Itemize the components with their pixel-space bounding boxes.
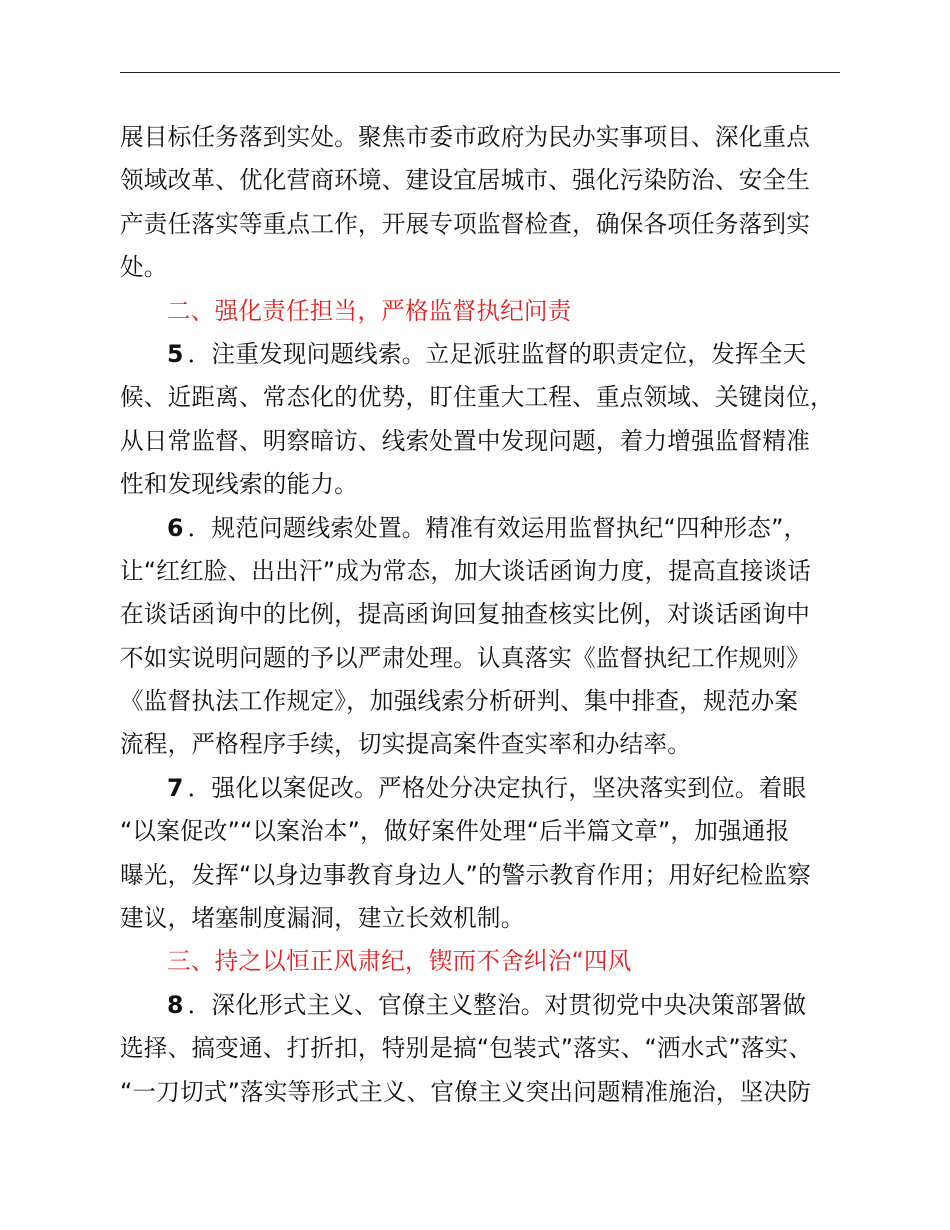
item-number: 6 <box>167 513 184 542</box>
numbered-paragraph-start <box>120 507 850 550</box>
text-line: 不如实说明问题的予以严肃处理。认真落实《监督执纪工作规则》 <box>120 643 811 672</box>
numbered-paragraph-start <box>120 984 850 1027</box>
paragraph-text: ．强化以案促改。严格处分决定执行，坚决落实到位。着眼 <box>187 773 807 802</box>
text-line: “一刀切式”落实等形式主义、官僚主义突出问题精准施治，坚决防 <box>120 1077 812 1106</box>
text-line: 流程，严格程序手续，切实提高案件查实率和办结率。 <box>120 730 692 759</box>
paragraph-text: ．规范问题线索处置。精准有效运用监督执纪“四种形态”， <box>187 513 808 542</box>
item-number: 5 <box>167 339 184 368</box>
item-number: 7 <box>167 773 184 802</box>
text-line: 处。 <box>120 253 168 282</box>
header-rule <box>120 72 840 73</box>
section-heading: 三、持之以恒正风肃纪，锲而不舍纠治“四风 <box>167 947 632 976</box>
document-body <box>120 116 850 1114</box>
text-line: 展目标任务落到实处。聚焦市委市政府为民办实事项目、深化重点 <box>120 123 811 151</box>
text-line: 领域改革、优化营商环境、建设宜居城市、强化污染防治、安全生 <box>120 166 811 195</box>
section-heading: 二、强化责任担当，严格监督执纪问责 <box>167 296 572 325</box>
text-line: 曝光，发挥“以身边事教育身边人”的警示教育作用；用好纪检监察 <box>120 860 812 889</box>
text-line: 《监督执法工作规定》，加强线索分析研判、集中排查，规范办案 <box>120 687 799 716</box>
text-line: “以案促改”“以案治本”，做好案件处理“后半篇文章”，加强通报 <box>120 817 790 846</box>
text-line: 候、近距离、常态化的优势，盯住重大工程、重点领域、关键岗位， <box>120 383 834 412</box>
text-line: 在谈话函询中的比例，提高函询回复抽查核实比例，对谈话函询中 <box>120 600 811 629</box>
text-line: 从日常监督、明察暗访、线索处置中发现问题，着力增强监督精准 <box>120 426 811 455</box>
numbered-paragraph-start <box>120 767 850 810</box>
text-line: 性和发现线索的能力。 <box>120 470 358 499</box>
paragraph-text: ．注重发现问题线索。立足派驻监督的职责定位，发挥全天 <box>187 339 807 368</box>
item-number: 8 <box>167 990 184 1019</box>
text-line: 让“红红脸、出出汗”成为常态，加大谈话函询力度，提高直接谈话 <box>120 556 812 585</box>
paragraph-text: ．深化形式主义、官僚主义整治。对贯彻党中央决策部署做 <box>187 990 807 1019</box>
numbered-paragraph-start <box>120 333 850 376</box>
text-line: 产责任落实等重点工作，开展专项监督检查，确保各项任务落到实 <box>120 209 811 238</box>
text-line: 选择、搞变通、打折扣，特别是搞“包装式”落实、“洒水式”落实、 <box>120 1034 813 1063</box>
text-line: 建议，堵塞制度漏洞，建立长效机制。 <box>120 904 525 933</box>
